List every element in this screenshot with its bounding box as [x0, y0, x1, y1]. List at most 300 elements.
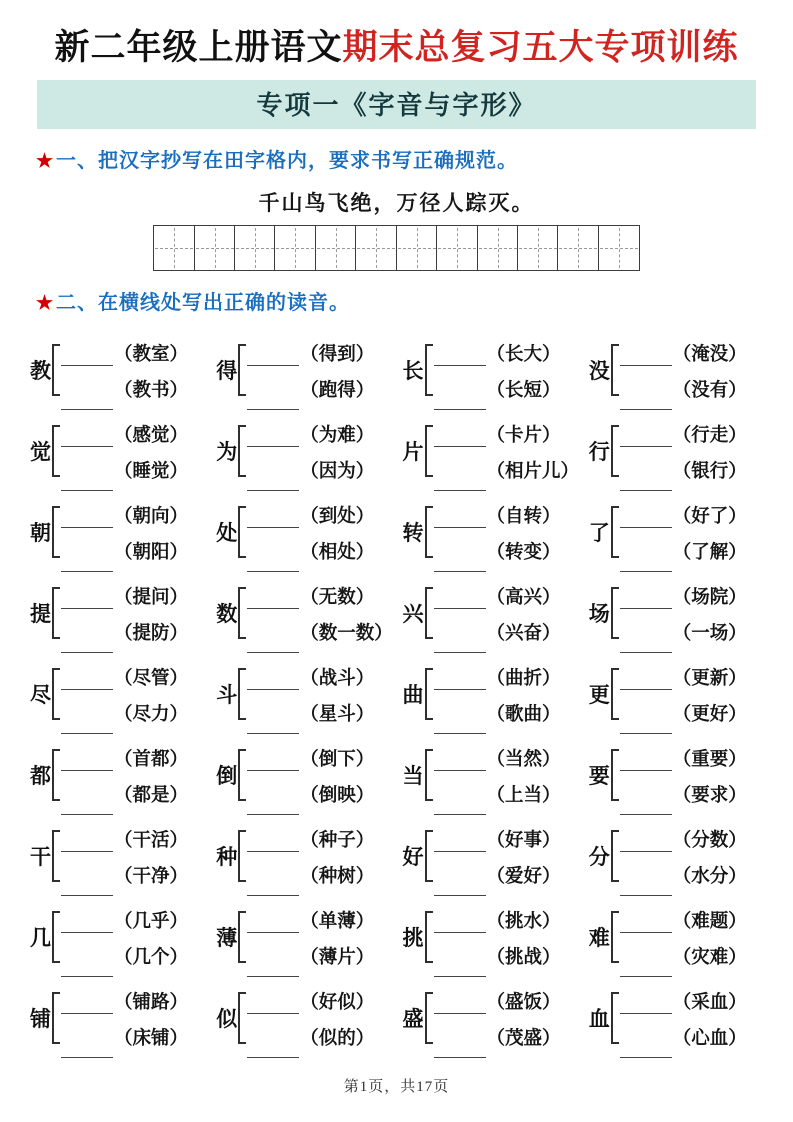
example-word: （薄片）: [300, 947, 375, 968]
example-word: （到处）: [300, 506, 375, 527]
tianzige-cell: [194, 225, 236, 271]
pinyin-blank-line: [247, 394, 299, 410]
pronunciation-item: [589, 743, 775, 807]
pinyin-blank-line: [61, 718, 113, 734]
reading-line: [247, 583, 393, 609]
reading-lines: [247, 905, 374, 969]
pronunciation-item: [403, 986, 589, 1050]
reading-line: [61, 421, 188, 447]
bracket-shape: [238, 830, 246, 882]
section2-heading: [36, 286, 793, 315]
example-word: （教室）: [114, 344, 189, 365]
reading-line: [434, 1024, 561, 1050]
pronunciation-item: [216, 338, 402, 402]
pinyin-blank-line: [247, 556, 299, 572]
pinyin-blank-line: [61, 431, 113, 447]
multi-reading-character: 铺: [30, 1006, 51, 1031]
page-number: 第1页，共17页: [343, 1079, 450, 1095]
bracket-shape: [238, 668, 246, 720]
pinyin-blank-line: [61, 556, 113, 572]
example-word: （几个）: [114, 947, 189, 968]
multi-reading-character: 倒: [216, 763, 238, 788]
pinyin-blank-line: [61, 799, 113, 815]
bracket-shape: [52, 992, 60, 1044]
pinyin-blank-line: [620, 917, 672, 933]
pronunciation-item: [30, 500, 216, 564]
reading-line: [434, 421, 580, 447]
bracket-shape: [238, 344, 246, 396]
example-word: （干活）: [114, 830, 189, 851]
example-word: （都是）: [114, 785, 189, 806]
pinyin-blank-line: [247, 1042, 299, 1058]
example-word: （兴奋）: [486, 623, 561, 644]
reading-line: [620, 700, 747, 726]
reading-line: [434, 583, 561, 609]
pinyin-blank-line: [247, 998, 299, 1014]
multi-reading-character: 斗: [216, 682, 238, 707]
pinyin-blank-line: [620, 961, 672, 977]
pronunciation-item: [30, 581, 216, 645]
reading-line: [247, 457, 374, 483]
pinyin-blank-line: [247, 961, 299, 977]
pinyin-blank-line: [247, 593, 299, 609]
pinyin-blank-line: [620, 836, 672, 852]
tianzige-cell: [436, 225, 478, 271]
multi-reading-character: 挑: [402, 925, 424, 950]
example-word: （淹没）: [672, 344, 747, 365]
tianzige-cell: [355, 225, 397, 271]
example-word: （数一数）: [300, 623, 393, 644]
multi-reading-character: 处: [216, 520, 238, 545]
tianzige-cell: [396, 225, 438, 271]
reading-lines: [620, 581, 747, 645]
bracket-shape: [52, 668, 60, 720]
reading-lines: [620, 743, 747, 807]
bracket-shape: [611, 587, 619, 639]
pronunciation-item: [403, 581, 589, 645]
page-title: [0, 0, 793, 70]
bracket-shape: [52, 425, 60, 477]
reading-line: [247, 826, 374, 852]
multi-reading-character: 为: [216, 439, 238, 464]
multi-reading-character: 干: [30, 844, 51, 869]
example-word: （相片儿）: [486, 461, 580, 482]
example-word: （星斗）: [300, 704, 375, 725]
copy-sentence: 千山鸟飞绝，万径人踪灭。: [258, 191, 535, 215]
example-word: （尽力）: [114, 704, 189, 725]
pronunciation-item: [589, 986, 775, 1050]
reading-lines: [247, 500, 374, 564]
example-word: （一场）: [672, 623, 747, 644]
pinyin-blank-line: [434, 512, 486, 528]
pinyin-blank-line: [61, 350, 113, 366]
reading-line: [434, 907, 561, 933]
multi-reading-character: 场: [588, 601, 610, 626]
pronunciation-item: [30, 824, 216, 888]
pronunciation-item: [589, 824, 775, 888]
reading-line: [620, 340, 747, 366]
reading-line: [61, 664, 188, 690]
multi-reading-character: 薄: [216, 925, 238, 950]
bracket-shape: [52, 911, 60, 963]
pinyin-blank-line: [434, 917, 486, 933]
pinyin-blank-line: [434, 755, 486, 771]
bracket-shape: [238, 911, 246, 963]
bracket-shape: [238, 587, 246, 639]
example-word: （挑水）: [486, 911, 561, 932]
reading-lines: [247, 824, 374, 888]
bracket-shape: [611, 425, 619, 477]
reading-lines: [620, 824, 747, 888]
reading-line: [620, 457, 747, 483]
reading-lines: [61, 905, 188, 969]
bracket-shape: [611, 911, 619, 963]
reading-line: [61, 538, 188, 564]
bracket-shape: [425, 749, 433, 801]
pronunciation-item: [589, 500, 775, 564]
multi-reading-character: 朝: [30, 520, 51, 545]
reading-line: [434, 376, 561, 402]
pinyin-blank-line: [620, 593, 672, 609]
pinyin-blank-line: [247, 475, 299, 491]
reading-line: [61, 376, 188, 402]
reading-lines: [61, 824, 188, 888]
reading-line: [434, 781, 561, 807]
pinyin-blank-line: [434, 475, 486, 491]
pinyin-blank-line: [434, 998, 486, 1014]
example-word: （行走）: [672, 425, 747, 446]
pinyin-blank-line: [620, 431, 672, 447]
multi-reading-character: 好: [402, 844, 424, 869]
example-word: （高兴）: [486, 587, 561, 608]
multi-reading-character: 行: [588, 439, 610, 464]
section2-heading-text: 二、在横线处写出正确的读音。: [56, 292, 351, 314]
example-word: （自转）: [486, 506, 561, 527]
pinyin-blank-line: [434, 431, 486, 447]
bracket-shape: [611, 506, 619, 558]
reading-line: [247, 502, 374, 528]
reading-line: [247, 862, 374, 888]
pinyin-blank-line: [247, 431, 299, 447]
pronunciation-item: [30, 986, 216, 1050]
pinyin-blank-line: [247, 637, 299, 653]
reading-lines: [620, 986, 747, 1050]
pinyin-blank-line: [620, 799, 672, 815]
example-word: （好似）: [300, 992, 375, 1013]
pronunciation-item: [216, 581, 402, 645]
reading-line: [434, 745, 561, 771]
pronunciation-item: [216, 662, 402, 726]
multi-reading-character: 教: [30, 358, 51, 383]
pinyin-blank-line: [61, 475, 113, 491]
multi-reading-character: 盛: [402, 1006, 424, 1031]
pronunciation-exercise-grid: [30, 329, 775, 1058]
reading-line: [61, 745, 188, 771]
pinyin-blank-line: [434, 718, 486, 734]
example-word: （好事）: [486, 830, 561, 851]
pinyin-blank-line: [61, 961, 113, 977]
multi-reading-character: 长: [402, 358, 424, 383]
pinyin-blank-line: [434, 637, 486, 653]
pinyin-blank-line: [61, 512, 113, 528]
pronunciation-item: [30, 662, 216, 726]
pronunciation-item: [403, 743, 589, 807]
bracket-shape: [611, 344, 619, 396]
example-word: （倒下）: [300, 749, 375, 770]
reading-line: [434, 538, 561, 564]
example-word: （似的）: [300, 1028, 375, 1049]
example-word: （几乎）: [114, 911, 189, 932]
multi-reading-character: 要: [588, 763, 610, 788]
reading-line: [247, 745, 374, 771]
tianzige-cell: [598, 225, 640, 271]
reading-line: [620, 907, 747, 933]
reading-lines: [61, 500, 188, 564]
reading-line: [61, 457, 188, 483]
example-word: （盛饭）: [486, 992, 561, 1013]
reading-line: [434, 502, 561, 528]
example-word: （床铺）: [114, 1028, 189, 1049]
example-word: （为难）: [300, 425, 375, 446]
pronunciation-item: [403, 662, 589, 726]
pinyin-blank-line: [61, 755, 113, 771]
pinyin-blank-line: [247, 799, 299, 815]
pinyin-blank-line: [620, 512, 672, 528]
multi-reading-character: 难: [588, 925, 610, 950]
pinyin-blank-line: [620, 755, 672, 771]
example-word: （教书）: [114, 380, 189, 401]
reading-line: [434, 943, 561, 969]
star-icon: ★: [36, 151, 55, 172]
reading-lines: [434, 338, 561, 402]
pinyin-blank-line: [61, 998, 113, 1014]
reading-line: [620, 583, 747, 609]
page-title-red-part: 期末总复习五大专项训练: [342, 28, 739, 67]
bracket-shape: [52, 587, 60, 639]
reading-line: [620, 988, 747, 1014]
pinyin-blank-line: [620, 350, 672, 366]
pinyin-blank-line: [434, 880, 486, 896]
example-word: （长大）: [486, 344, 561, 365]
pinyin-blank-line: [247, 917, 299, 933]
reading-lines: [620, 419, 747, 483]
example-word: （战斗）: [300, 668, 375, 689]
tianzige-grid: [0, 225, 793, 271]
reading-lines: [434, 500, 561, 564]
pronunciation-item: [216, 743, 402, 807]
reading-line: [61, 700, 188, 726]
reading-line: [620, 862, 747, 888]
section1-heading: [36, 144, 793, 173]
reading-line: [247, 700, 374, 726]
pronunciation-item: [589, 581, 775, 645]
pronunciation-item: [403, 419, 589, 483]
bracket-shape: [52, 830, 60, 882]
pinyin-blank-line: [434, 836, 486, 852]
reading-lines: [61, 581, 188, 645]
example-word: （朝阳）: [114, 542, 189, 563]
bracket-shape: [611, 668, 619, 720]
reading-line: [620, 781, 747, 807]
reading-lines: [247, 338, 374, 402]
example-word: （单薄）: [300, 911, 375, 932]
pinyin-blank-line: [620, 637, 672, 653]
bracket-shape: [425, 830, 433, 882]
multi-reading-character: 曲: [402, 682, 424, 707]
pinyin-blank-line: [61, 1042, 113, 1058]
reading-lines: [247, 662, 374, 726]
pinyin-blank-line: [247, 755, 299, 771]
page-title-black-part: 新二年级上册语文: [54, 28, 343, 67]
pinyin-blank-line: [247, 880, 299, 896]
example-word: （种树）: [300, 866, 375, 887]
example-word: （更好）: [672, 704, 747, 725]
example-word: （相处）: [300, 542, 375, 563]
pinyin-blank-line: [434, 593, 486, 609]
pronunciation-item: [30, 905, 216, 969]
reading-line: [247, 907, 374, 933]
reading-line: [247, 1024, 374, 1050]
tianzige-cell: [477, 225, 519, 271]
reading-line: [434, 700, 561, 726]
reading-lines: [620, 500, 747, 564]
multi-reading-character: 了: [588, 520, 610, 545]
reading-line: [247, 376, 374, 402]
example-word: （灾难）: [672, 947, 747, 968]
multi-reading-character: 血: [588, 1006, 610, 1031]
pronunciation-item: [216, 419, 402, 483]
pinyin-blank-line: [61, 880, 113, 896]
tianzige-cell: [557, 225, 599, 271]
pinyin-blank-line: [247, 512, 299, 528]
pinyin-blank-line: [247, 836, 299, 852]
reading-line: [247, 619, 393, 645]
reading-lines: [61, 986, 188, 1050]
reading-line: [61, 988, 188, 1014]
reading-line: [620, 745, 747, 771]
example-word: （首都）: [114, 749, 189, 770]
reading-lines: [434, 986, 561, 1050]
example-word: （提问）: [114, 587, 189, 608]
example-word: （爱好）: [486, 866, 561, 887]
bracket-shape: [238, 425, 246, 477]
example-word: （提防）: [114, 623, 189, 644]
reading-line: [61, 340, 188, 366]
tianzige-cell: [153, 225, 195, 271]
reading-line: [61, 502, 188, 528]
reading-lines: [247, 419, 374, 483]
reading-line: [620, 619, 747, 645]
example-word: （茂盛）: [486, 1028, 561, 1049]
reading-line: [620, 502, 747, 528]
example-word: （曲折）: [486, 668, 561, 689]
reading-lines: [61, 743, 188, 807]
multi-reading-character: 没: [588, 358, 610, 383]
example-word: （睡觉）: [114, 461, 189, 482]
tianzige-cell: [274, 225, 316, 271]
reading-lines: [247, 986, 374, 1050]
pinyin-blank-line: [434, 556, 486, 572]
bracket-shape: [52, 506, 60, 558]
reading-line: [620, 1024, 747, 1050]
pronunciation-item: [589, 905, 775, 969]
reading-line: [620, 421, 747, 447]
pinyin-blank-line: [434, 1042, 486, 1058]
bracket-shape: [611, 749, 619, 801]
pinyin-blank-line: [434, 674, 486, 690]
pinyin-blank-line: [434, 350, 486, 366]
bracket-shape: [425, 911, 433, 963]
multi-reading-character: 尽: [30, 682, 51, 707]
pinyin-blank-line: [61, 836, 113, 852]
multi-reading-character: 似: [216, 1006, 238, 1031]
pinyin-blank-line: [434, 394, 486, 410]
tianzige-cell: [234, 225, 276, 271]
example-word: （感觉）: [114, 425, 189, 446]
example-word: （了解）: [672, 542, 747, 563]
pinyin-blank-line: [620, 674, 672, 690]
pinyin-blank-line: [620, 718, 672, 734]
section-banner-label: 专项一《字音与字形》: [256, 91, 537, 120]
reading-line: [434, 826, 561, 852]
pronunciation-item: [403, 905, 589, 969]
bracket-shape: [425, 587, 433, 639]
bracket-shape: [425, 668, 433, 720]
example-word: （更新）: [672, 668, 747, 689]
reading-lines: [61, 338, 188, 402]
example-word: （尽管）: [114, 668, 189, 689]
pinyin-blank-line: [620, 998, 672, 1014]
reading-line: [247, 664, 374, 690]
example-word: （倒映）: [300, 785, 375, 806]
reading-line: [434, 664, 561, 690]
example-word: （场院）: [672, 587, 747, 608]
multi-reading-character: 几: [30, 925, 51, 950]
example-word: （干净）: [114, 866, 189, 887]
bracket-shape: [611, 992, 619, 1044]
example-word: （上当）: [486, 785, 561, 806]
reading-lines: [434, 743, 561, 807]
pinyin-blank-line: [247, 350, 299, 366]
pinyin-blank-line: [61, 674, 113, 690]
example-word: （挑战）: [486, 947, 561, 968]
example-word: （好了）: [672, 506, 747, 527]
reading-line: [620, 664, 747, 690]
pronunciation-item: [589, 662, 775, 726]
reading-lines: [620, 905, 747, 969]
reading-lines: [247, 581, 393, 645]
pinyin-blank-line: [434, 799, 486, 815]
bracket-shape: [52, 749, 60, 801]
example-word: （卡片）: [486, 425, 561, 446]
reading-line: [247, 421, 374, 447]
example-word: （难题）: [672, 911, 747, 932]
reading-lines: [434, 581, 561, 645]
reading-line: [434, 457, 580, 483]
bracket-shape: [425, 506, 433, 558]
section1-heading-text: 一、把汉字抄写在田字格内，要求书写正确规范。: [56, 150, 519, 172]
example-word: （没有）: [672, 380, 747, 401]
pinyin-blank-line: [620, 475, 672, 491]
pinyin-blank-line: [620, 556, 672, 572]
pronunciation-item: [403, 338, 589, 402]
reading-line: [247, 943, 374, 969]
bracket-shape: [425, 425, 433, 477]
pinyin-blank-line: [620, 880, 672, 896]
example-word: （跑得）: [300, 380, 375, 401]
pinyin-blank-line: [61, 394, 113, 410]
pronunciation-item: [216, 824, 402, 888]
